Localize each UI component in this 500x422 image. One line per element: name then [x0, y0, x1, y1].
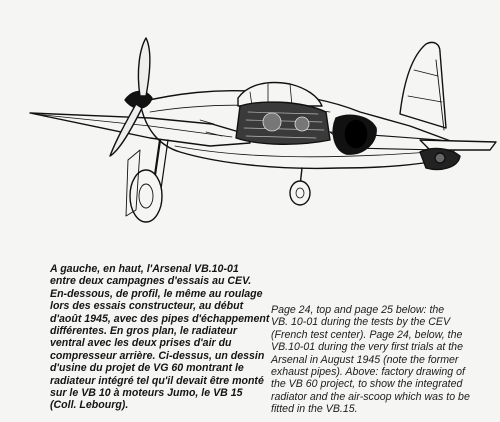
caption-fr-line: En-dessous, de profil, le même au roulage: [50, 287, 263, 300]
caption-fr-line: (Coll. Lebourg).: [50, 399, 129, 412]
caption-fr-line: lors des essais constructeur, au début: [50, 300, 244, 313]
caption-en-line: exhaust pipes). Above: factory drawing of: [271, 366, 465, 379]
caption-en-line: VB. 10-01 during the tests by the CEV: [271, 316, 451, 329]
caption-en-line: (French test center). Page 24, below, the: [271, 328, 463, 341]
main-wheel: [130, 170, 162, 222]
tail-wheel: [290, 181, 310, 205]
caption-fr-line: entre deux campagnes d'essais au CEV.: [50, 275, 252, 288]
caption-fr-line: radiateur intégré tel qu'il devait être monté: [50, 374, 264, 387]
caption-en-line: fitted in the VB.15.: [271, 403, 358, 416]
caption-en-line: radiator and the air-scoop which was to be: [271, 390, 470, 403]
caption-fr-line: d'août 1945, avec des pipes d'échappement: [50, 312, 270, 325]
caption-en-line: VB.10-01 during the very first trials at the: [271, 341, 463, 354]
caption-en-line: the VB 60 project, to show the integrated: [271, 378, 463, 391]
caption-fr-line: ventral avec les deux prises d'air du: [50, 337, 232, 350]
caption-fr-line: compresseur arrière. Ci-dessus, un dessin: [50, 349, 265, 362]
caption-fr-line: A gauche, en haut, l'Arsenal VB.10-01: [50, 263, 239, 275]
caption-fr-line: différentes. En gros plan, le radiateur: [50, 325, 238, 338]
caption-fr-line: d'usine du projet de VG 60 montrant le: [50, 362, 244, 375]
caption-en-line: Page 24, top and page 25 below: the: [271, 304, 445, 316]
caption-fr-line: sur le VB 10 à moteurs Jumo, le VB 15: [50, 387, 243, 400]
caption-french: [50, 263, 270, 412]
propeller-upper: [138, 38, 149, 96]
caption-english: [271, 304, 493, 416]
left-wing: [30, 113, 250, 146]
caption-en-line: Arsenal in August 1945 (note the former: [271, 353, 459, 366]
